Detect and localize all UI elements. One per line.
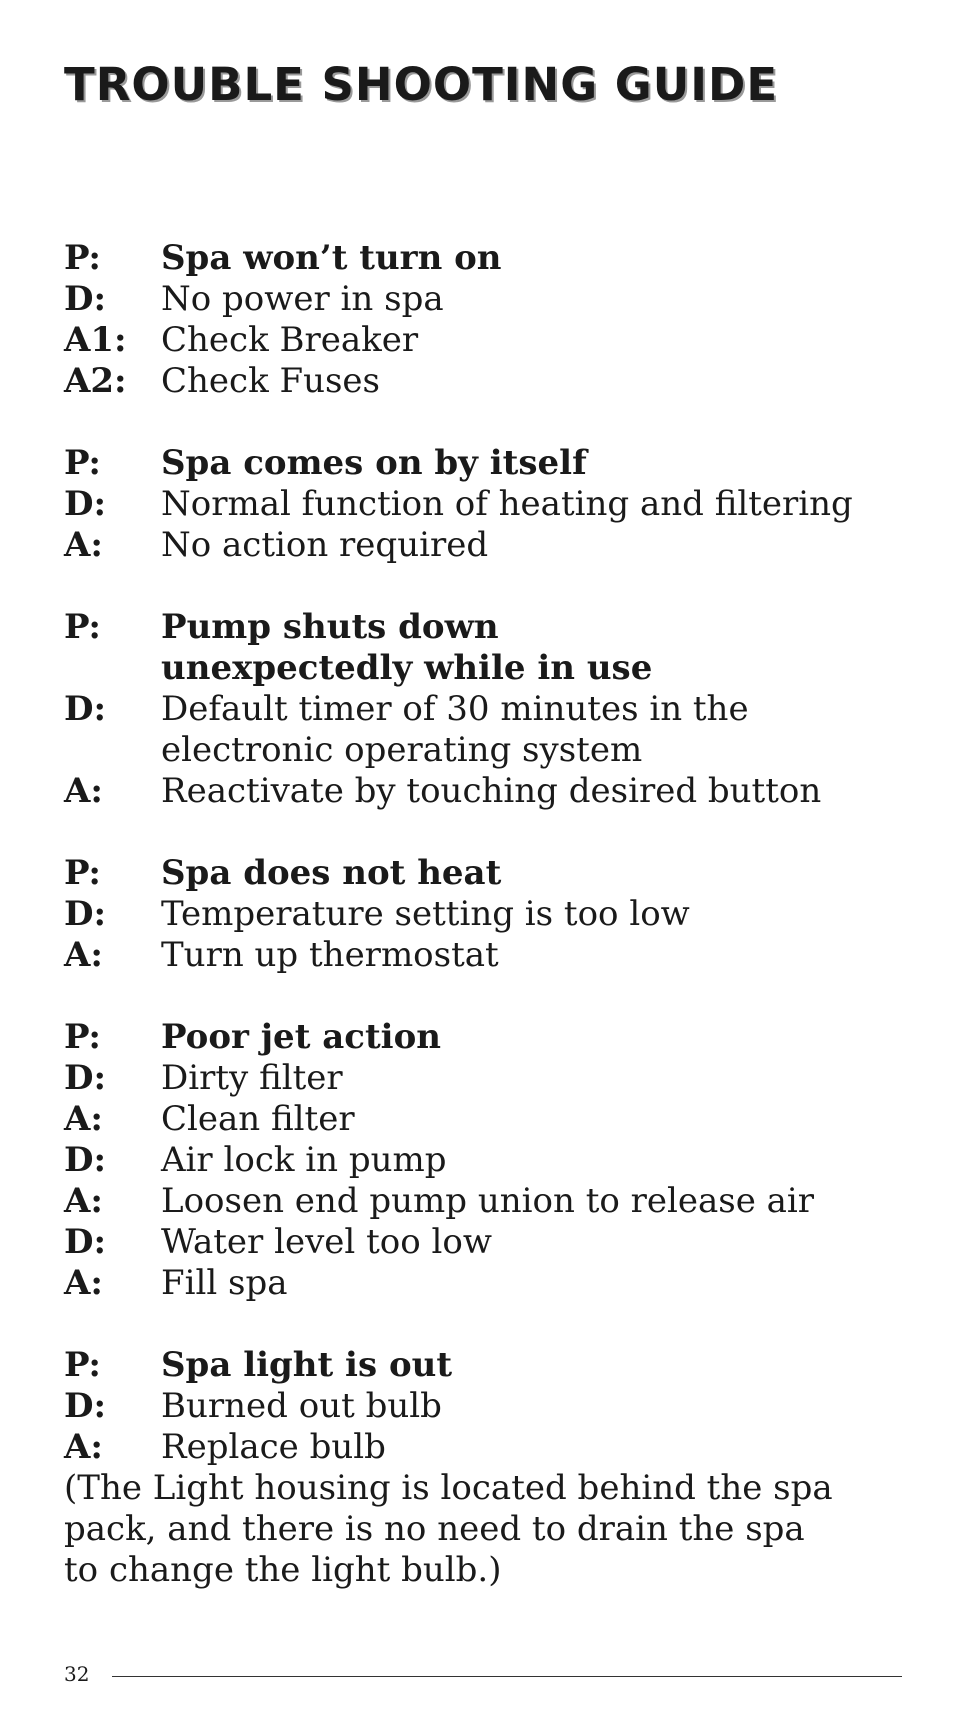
problem-row (64, 1345, 904, 1386)
row-text: Default timer of 30 minutes in the electronic operating system (161, 689, 749, 770)
row-key: A1: (64, 320, 127, 360)
row-key: A: (64, 1427, 103, 1467)
row-key: P: (64, 853, 101, 893)
action-row (64, 935, 904, 976)
row-text: Spa comes on by itself (161, 443, 587, 483)
section-spa-wont-turn-on (64, 238, 904, 402)
row-key: D: (64, 484, 107, 524)
diagnosis-row (64, 1140, 904, 1181)
action-row (64, 1181, 904, 1222)
section-spa-comes-on-by-itself (64, 443, 904, 566)
row-key: P: (64, 238, 101, 278)
diagnosis-row (64, 279, 904, 320)
page-footer (64, 1660, 902, 1688)
row-key: D: (64, 1140, 107, 1180)
problem-row (64, 238, 904, 279)
row-key: A: (64, 1263, 103, 1303)
row-text: Spa does not heat (161, 853, 502, 893)
row-key: A2: (64, 361, 127, 401)
row-key: A: (64, 1181, 103, 1221)
row-text: Burned out bulb (161, 1386, 442, 1426)
row-key: P: (64, 1345, 101, 1385)
row-text: Dirty filter (161, 1058, 343, 1098)
page-title: TROUBLE SHOOTING GUIDE (64, 58, 779, 111)
troubleshooting-list (64, 238, 904, 1591)
row-text: Turn up thermostat (161, 935, 499, 975)
page-number: 32 (64, 1662, 90, 1686)
diagnosis-row (64, 1386, 904, 1427)
row-key: A: (64, 525, 103, 565)
row-text: Water level too low (161, 1222, 492, 1262)
row-text: Spa won’t turn on (161, 238, 502, 278)
diagnosis-row (64, 1222, 904, 1263)
row-text: Temperature setting is too low (161, 894, 690, 934)
diagnosis-row (64, 894, 904, 935)
row-text: Air lock in pump (161, 1140, 447, 1180)
diagnosis-row (64, 689, 904, 771)
action-row (64, 320, 904, 361)
action-row (64, 771, 904, 812)
row-text: Normal function of heating and filtering (161, 484, 853, 524)
section-spa-does-not-heat (64, 853, 904, 976)
row-text: Pump shuts down unexpectedly while in use (161, 607, 653, 688)
problem-row (64, 853, 904, 894)
action-row (64, 1099, 904, 1140)
row-key: D: (64, 1386, 107, 1426)
row-text: Check Breaker (161, 320, 419, 360)
row-key: P: (64, 443, 101, 483)
action-row (64, 1263, 904, 1304)
section-poor-jet-action (64, 1017, 904, 1304)
row-key: A: (64, 771, 103, 811)
row-key: D: (64, 1222, 107, 1262)
section-spa-light-is-out (64, 1345, 904, 1591)
row-key: D: (64, 1058, 107, 1098)
row-text: No action required (161, 525, 489, 565)
row-text: Loosen end pump union to release air (161, 1181, 815, 1221)
action-row (64, 1427, 904, 1468)
problem-row (64, 1017, 904, 1058)
row-text: Replace bulb (161, 1427, 386, 1467)
row-key: P: (64, 1017, 101, 1057)
problem-row (64, 607, 904, 689)
diagnosis-row (64, 1058, 904, 1099)
section-pump-shuts-down (64, 607, 904, 812)
light-housing-note: (The Light housing is located behind the spa pack, and there is no need to drain the spa to change the light bulb.) (64, 1468, 833, 1590)
problem-row (64, 443, 904, 484)
row-text: Fill spa (161, 1263, 288, 1303)
row-text: Poor jet action (161, 1017, 441, 1057)
row-key: A: (64, 1099, 103, 1139)
row-key: A: (64, 935, 103, 975)
row-text: No power in spa (161, 279, 444, 319)
footer-rule (112, 1676, 902, 1677)
row-key: D: (64, 279, 107, 319)
diagnosis-row (64, 484, 904, 525)
action-row (64, 361, 904, 402)
row-key: P: (64, 607, 101, 647)
action-row (64, 525, 904, 566)
row-key: D: (64, 689, 107, 729)
row-text: Reactivate by touching desired button (161, 771, 822, 811)
row-text: Clean filter (161, 1099, 355, 1139)
row-text: Check Fuses (161, 361, 380, 401)
row-key: D: (64, 894, 107, 934)
row-text: Spa light is out (161, 1345, 453, 1385)
